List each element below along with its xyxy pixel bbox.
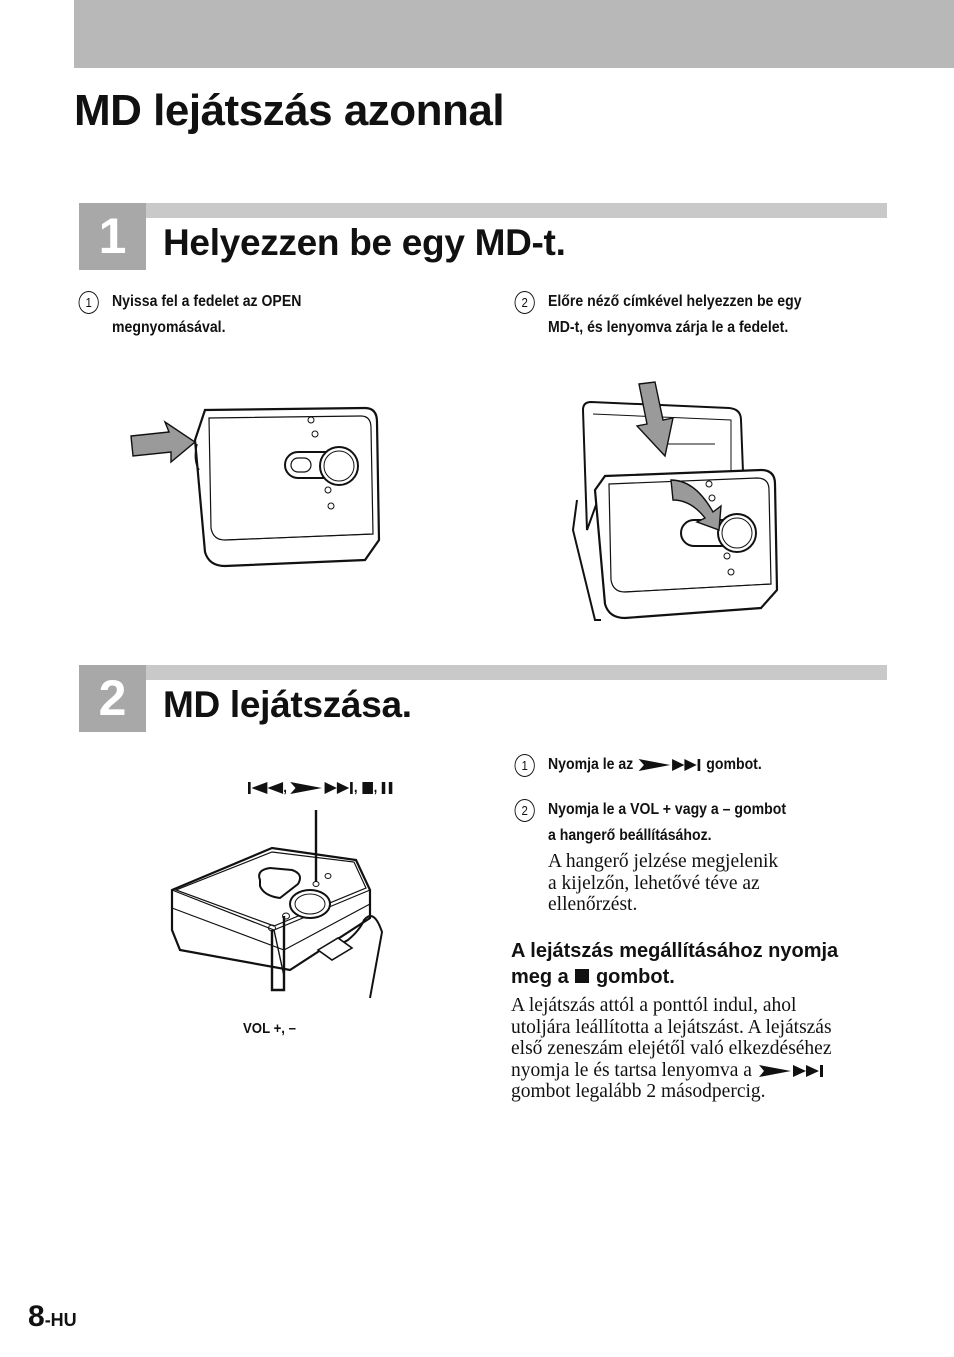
- illustration-open-lid: [125, 400, 390, 575]
- step-text-line: Nyomja le a VOL + vagy a – gombot: [548, 801, 787, 818]
- stop-heading: [511, 938, 838, 990]
- label-vol: VOL +, –: [243, 1020, 296, 1037]
- play-next-icon: [291, 781, 354, 795]
- header-bar: [74, 0, 954, 68]
- section2-step2: [521, 797, 787, 849]
- pause-icon: [381, 781, 393, 795]
- note-line: A hangerő jelzése megjelenik: [548, 851, 779, 872]
- section1-number: 1: [79, 203, 146, 270]
- section2-step2-note: [548, 851, 778, 916]
- page-number: [28, 1300, 77, 1334]
- section1-bar: [146, 203, 887, 218]
- illustration-player: [160, 800, 400, 1015]
- section1-step1: [85, 289, 302, 341]
- section2-title: MD lejátszása.: [163, 684, 412, 725]
- section1-step2: [521, 289, 802, 341]
- body-line: utoljára leállította a lejátszást. A lejátszás: [511, 1016, 832, 1038]
- stop-body: [511, 995, 832, 1103]
- separator: ,: [353, 779, 358, 796]
- separator: ,: [283, 779, 287, 796]
- step-text: gombot.: [706, 756, 762, 773]
- section1-title: Helyezzen be egy MD-t.: [163, 222, 566, 263]
- section2-step1: [521, 752, 762, 778]
- note-line: ellenőrzést.: [548, 894, 638, 915]
- step-text-line: a hangerő beállításához.: [548, 827, 712, 844]
- stop-heading-text: gombot.: [595, 966, 675, 988]
- stop-heading-line: A lejátszás megállításához nyomja: [511, 940, 839, 962]
- body-line: gombot legalább 2 másodpercig.: [511, 1081, 766, 1102]
- play-next-icon: [757, 1064, 825, 1078]
- stop-icon: [361, 781, 373, 795]
- play-next-icon: [637, 758, 702, 772]
- step-text-line: Előre néző címkével helyezzen be egy: [548, 293, 802, 310]
- page-title: MD lejátszás azonnal: [74, 86, 505, 135]
- step-number-badge: 1: [79, 291, 99, 314]
- body-line: A lejátszás attól a ponttól indul, ahol: [511, 995, 797, 1016]
- stop-icon: [574, 968, 590, 984]
- separator: ,: [373, 779, 378, 796]
- step-text-line: megnyomásával.: [112, 319, 226, 336]
- body-line: nyomja le és tartsa lenyomva a: [511, 1059, 752, 1081]
- step-number-badge: 1: [515, 754, 535, 777]
- section2-number: 2: [79, 665, 146, 732]
- illustration-insert-disc: [565, 380, 785, 625]
- body-line: első zeneszám elejétől való elkezdéséhez: [511, 1038, 832, 1059]
- page-number-suffix: -HU: [44, 1310, 77, 1330]
- rewind-icon: [248, 781, 283, 795]
- arrow-right-icon: [131, 422, 195, 462]
- step-number-badge: 2: [515, 291, 535, 314]
- page-number-value: 8: [28, 1300, 45, 1333]
- step-text-line: Nyissa fel a fedelet az OPEN: [112, 293, 302, 310]
- section2-bar: [146, 665, 887, 680]
- step-text-line: MD-t, és lenyomva zárja le a fedelet.: [548, 319, 789, 336]
- step-text: Nyomja le az: [548, 756, 634, 773]
- note-line: a kijelzőn, lehetővé téve az: [548, 872, 760, 894]
- stop-heading-text: meg a: [511, 966, 569, 988]
- label-control-buttons: [248, 779, 393, 796]
- step-number-badge: 2: [515, 799, 535, 822]
